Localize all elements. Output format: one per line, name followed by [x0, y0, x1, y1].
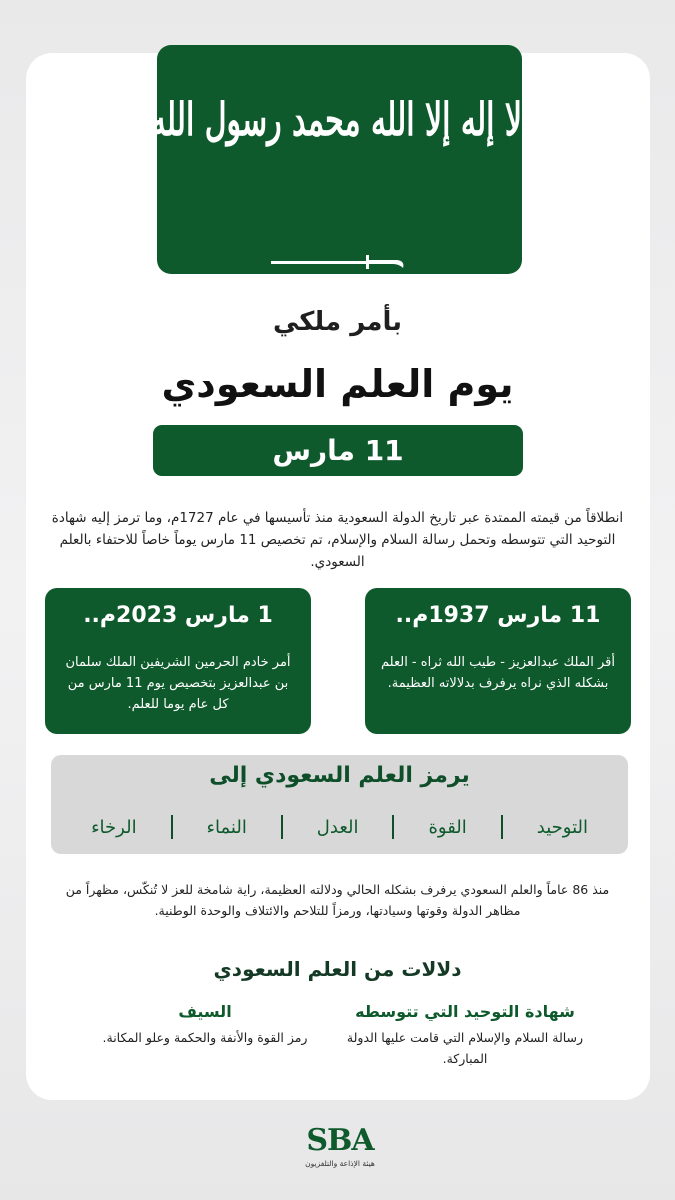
symbol-item: النماء [206, 816, 247, 838]
symbols-heading: يرمز العلم السعودي إلى [209, 763, 470, 788]
sword-icon [269, 252, 409, 274]
date-badge: 11 مارس [153, 425, 523, 476]
significance-text: رسالة السلام والإسلام التي قامت عليها الدولة المباركة. [346, 1030, 584, 1066]
saudi-flag [150, 45, 522, 274]
symbol-item: القوة [428, 816, 467, 838]
flag-shahada: لا إله إلا الله محمد رسول الله [150, 94, 522, 147]
sba-logo [300, 1125, 380, 1168]
symbols-list [91, 815, 588, 839]
milestone-heading: 1 مارس 2023م.. [83, 603, 273, 628]
symbol-item: العدل [316, 816, 359, 838]
symbol-item: الرخاء [91, 816, 137, 838]
milestone-text: أمر خادم الحرمين الشريفين الملك سلمان بن عبدالعزيز بتخصيص يوم 11 مارس من كل عام يوما للعلم. [65, 655, 291, 712]
divider [171, 815, 173, 839]
page-title: يوم العلم السعودي [161, 362, 514, 406]
logo-subtitle: هيئة الإذاعة والتلفزيون [305, 1159, 375, 1168]
royal-order-subtitle: بأمر ملكي [273, 307, 402, 337]
intro-paragraph: انطلاقاً من قيمته الممتدة عبر تاريخ الدولة السعودية منذ تأسيسها في عام 1727م، وما ترمز إليه شهادة التوحيد التي تتوسطه وتحمل رسالة السلام والإسلام، تم تخصيص 11 مارس يوماً خاصاً للاحتفاء بالعلم السعودي. [51, 510, 624, 570]
significance-heading: دلالات من العلم السعودي [213, 957, 462, 981]
milestone-heading: 11 مارس 1937م.. [395, 603, 601, 628]
significance-item-shahada [345, 1002, 585, 1069]
significance-title: شهادة التوحيد التي تتوسطه [355, 1002, 575, 1021]
milestone-card-1937 [365, 588, 631, 734]
divider [392, 815, 394, 839]
significance-title: السيف [178, 1002, 232, 1021]
symbol-item: التوحيد [536, 816, 588, 838]
logo-mark: SBA [306, 1123, 374, 1158]
flag-symbols-panel [51, 755, 628, 854]
history-paragraph: منذ 86 عاماً والعلم السعودي يرفرف بشكله الحالي ودلالته العظيمة، راية شامخة للعز لا تُنكّس، مظهراً من مظاهر الدولة وقوتها وسيادتها، ورمزاً للتلاحم والائتلاف والوحدة الوطنية. [65, 882, 610, 918]
divider [281, 815, 283, 839]
milestone-card-2023 [45, 588, 311, 734]
significance-text: رمز القوة والأنفة والحكمة وعلو المكانة. [102, 1030, 308, 1045]
divider [501, 815, 503, 839]
significance-item-sword [85, 1002, 325, 1048]
milestone-text: أقر الملك عبدالعزيز - طيب الله ثراه - العلم بشكله الذي نراه يرفرف بدلالاته العظيمة. [381, 655, 615, 691]
